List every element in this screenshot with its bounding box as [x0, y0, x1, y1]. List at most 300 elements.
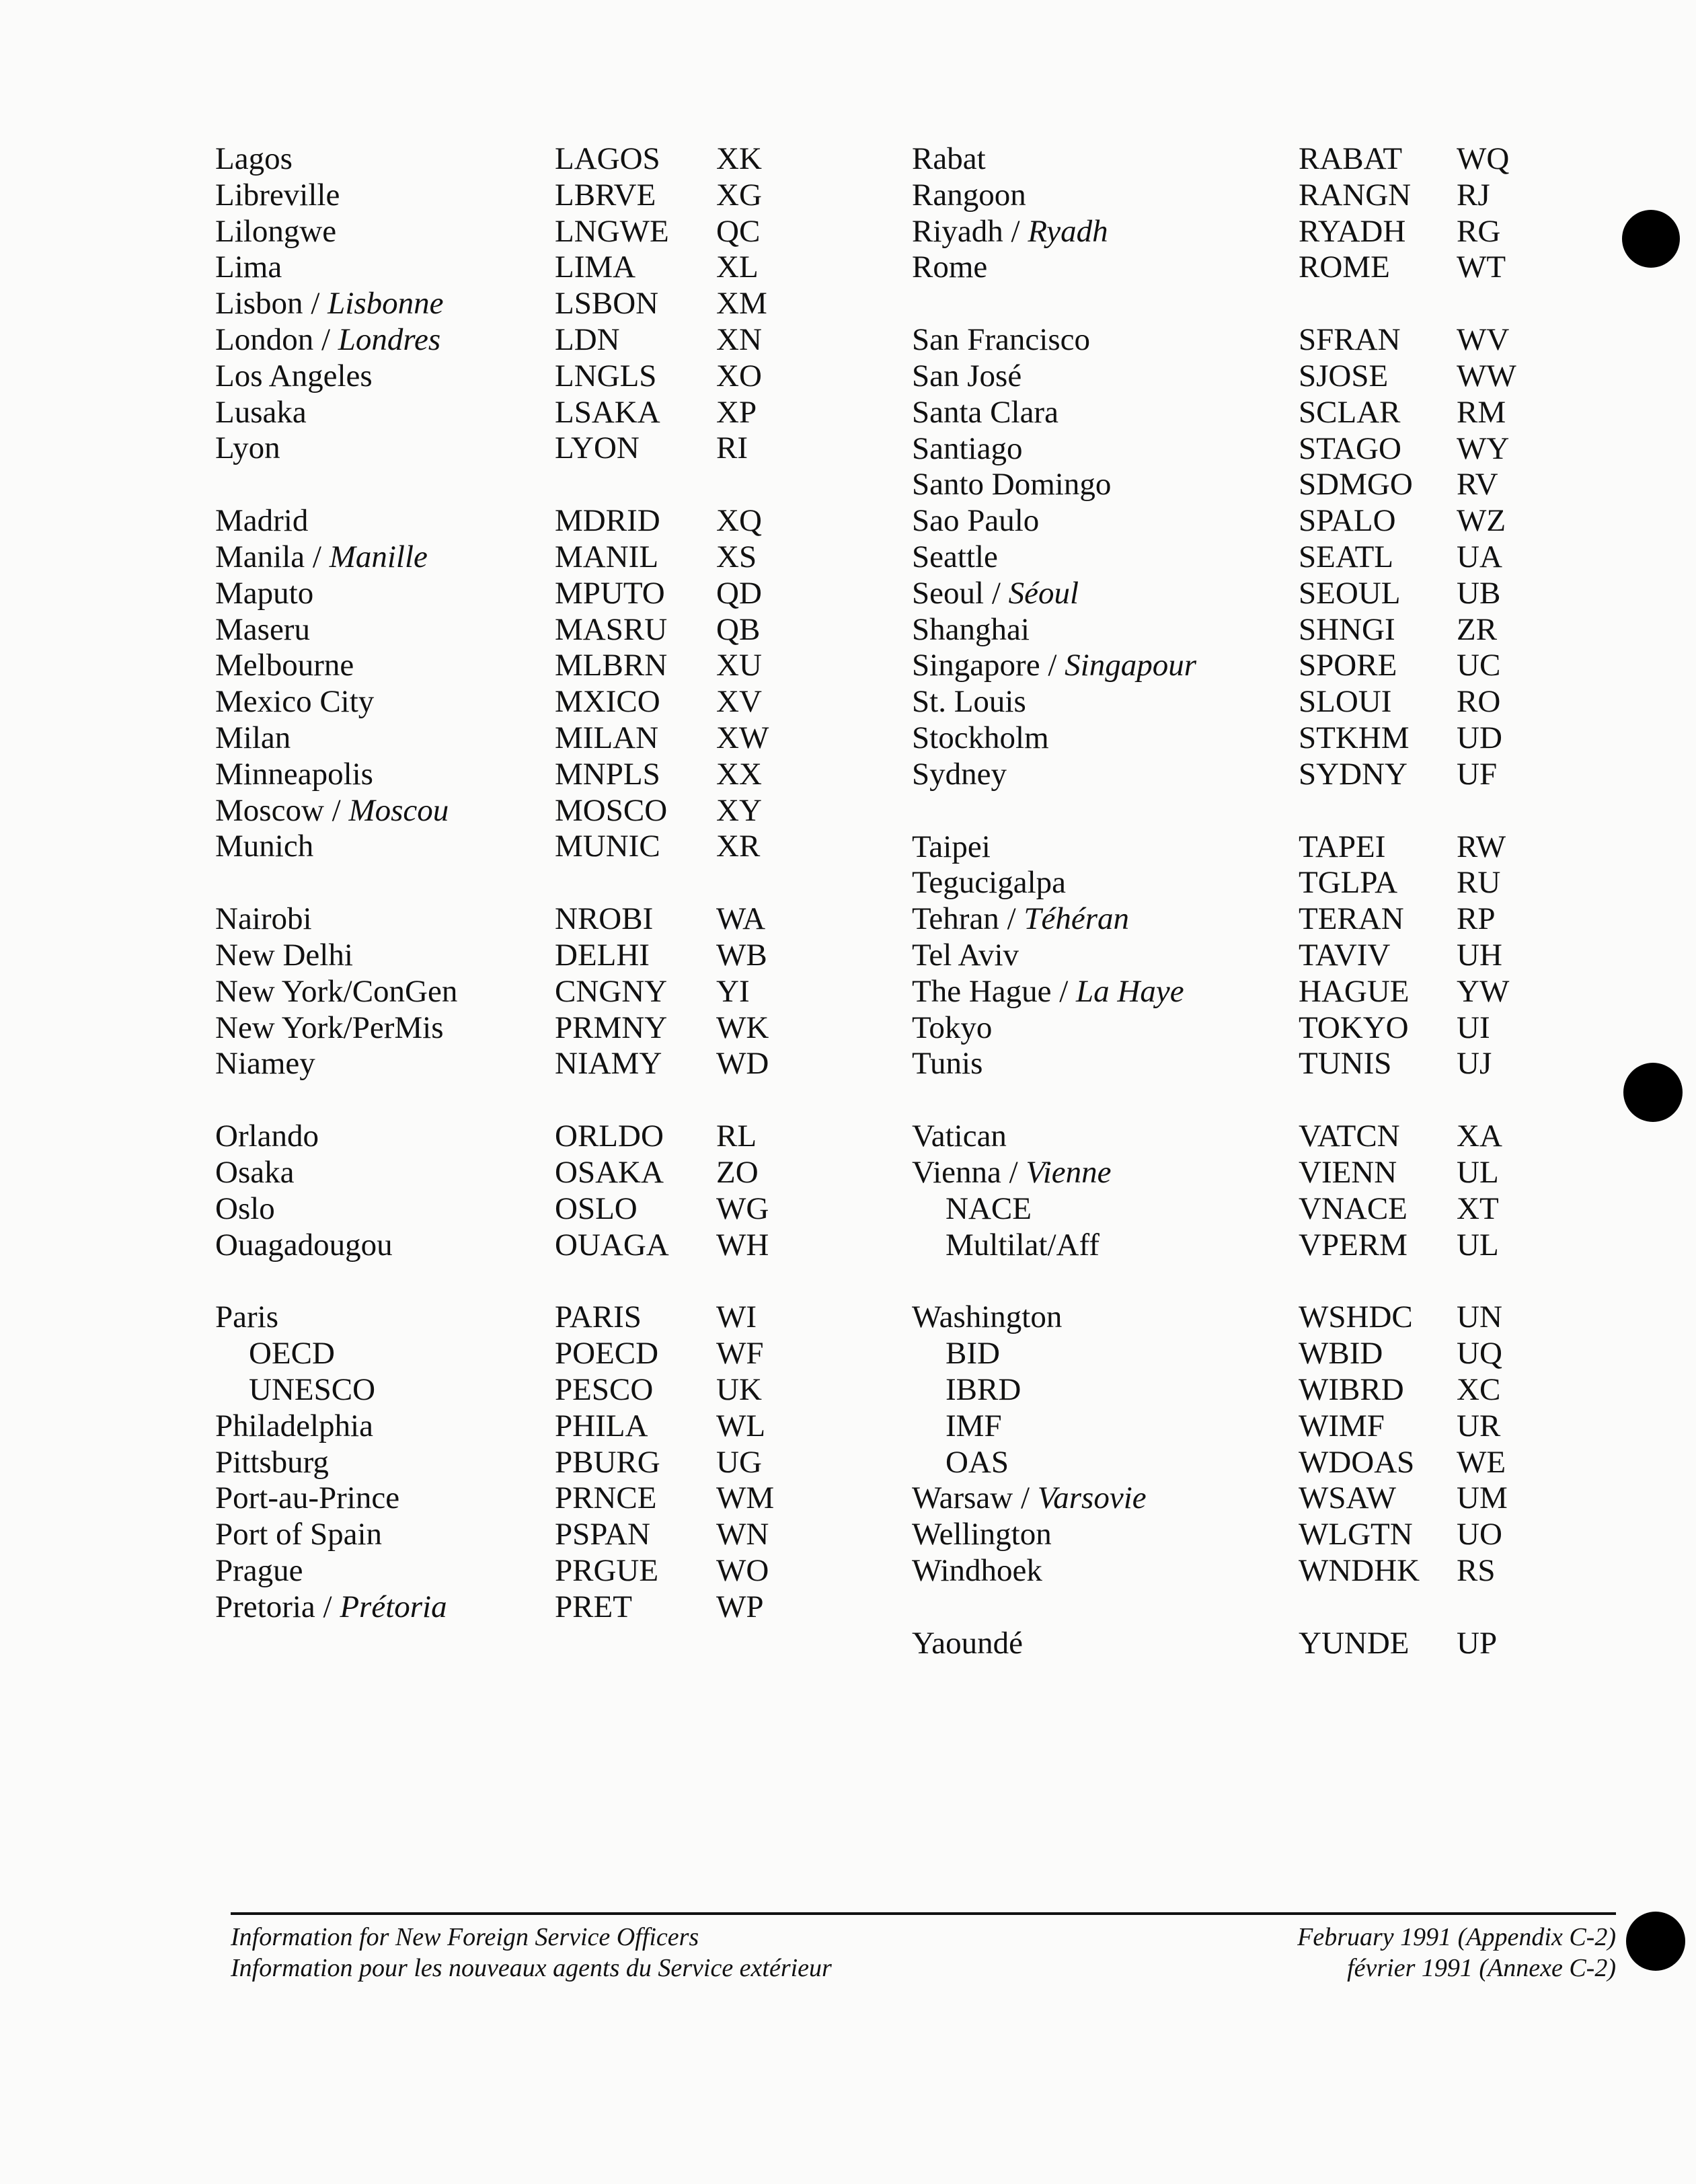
city-main: Maputo — [215, 575, 314, 611]
city-name — [912, 322, 1090, 359]
page-footer — [231, 1912, 1616, 1982]
city-main: Tehran — [912, 901, 999, 937]
city-name — [912, 250, 987, 286]
two-letter-code: WQ — [1457, 141, 1510, 176]
city-main: Warsaw — [912, 1480, 1013, 1516]
office-code: MPUTO — [555, 575, 665, 611]
two-letter-code: XC — [1457, 1371, 1501, 1407]
city-name — [215, 141, 293, 178]
two-letter-code: YW — [1457, 973, 1510, 1009]
two-letter-code: WO — [716, 1552, 769, 1588]
city-main: BID — [946, 1336, 1000, 1371]
city-main: Minneapolis — [215, 756, 373, 792]
city-name — [912, 1191, 1032, 1228]
office-code: WBID — [1299, 1336, 1383, 1371]
punch-hole-bottom — [1626, 1912, 1685, 1971]
office-code: LNGLS — [555, 358, 657, 393]
office-code: TAVIV — [1299, 937, 1391, 973]
city-name — [215, 1589, 447, 1626]
two-letter-code: UC — [1457, 648, 1501, 683]
city-french-name: Manille — [329, 539, 428, 574]
two-letter-code: WW — [1457, 358, 1516, 393]
city-main: Tunis — [912, 1046, 983, 1082]
city-main: Niamey — [215, 1046, 315, 1082]
city-main: Shanghai — [912, 611, 1030, 647]
city-main: Maseru — [215, 611, 310, 647]
office-code: OSAKA — [555, 1154, 664, 1190]
city-main: OAS — [946, 1444, 1009, 1480]
two-letter-code: UL — [1457, 1227, 1499, 1263]
two-letter-code: UP — [1457, 1625, 1498, 1661]
two-letter-code: RS — [1457, 1552, 1496, 1588]
city-name — [912, 938, 1019, 974]
city-name — [912, 359, 1022, 395]
city-name — [912, 612, 1030, 648]
city-main: San José — [912, 358, 1022, 393]
city-main: Rabat — [912, 141, 986, 176]
city-main: Paris — [215, 1300, 278, 1335]
city-main: Moscow — [215, 792, 324, 828]
two-letter-code: UJ — [1457, 1046, 1492, 1082]
city-name — [215, 214, 336, 250]
city-main: Orlando — [215, 1119, 319, 1154]
city-separator: / — [315, 1589, 340, 1624]
city-name — [215, 250, 282, 286]
two-letter-code: QC — [716, 213, 761, 249]
city-main: Tel Aviv — [912, 937, 1019, 973]
office-code: PRNCE — [555, 1480, 657, 1516]
city-main: Tokyo — [912, 1010, 993, 1045]
city-name — [215, 1480, 399, 1517]
office-code: WDOAS — [1299, 1444, 1415, 1480]
two-letter-code: ZR — [1457, 611, 1498, 647]
footer-left — [231, 1922, 832, 1984]
city-separator: / — [313, 322, 338, 357]
office-code: WLGTN — [1299, 1517, 1413, 1552]
city-main: Lusaka — [215, 394, 307, 430]
office-code: LSBON — [555, 286, 659, 322]
city-main: Osaka — [215, 1154, 295, 1190]
city-name — [912, 901, 1129, 938]
two-letter-code: RW — [1457, 829, 1506, 864]
city-main: Lima — [215, 250, 282, 285]
two-letter-code: RU — [1457, 865, 1501, 901]
city-french-name: La Haye — [1076, 973, 1184, 1009]
city-name — [912, 757, 1007, 793]
two-letter-code: UA — [1457, 539, 1502, 574]
two-letter-code: UK — [716, 1371, 762, 1407]
city-main: NACE — [946, 1191, 1032, 1226]
city-name — [912, 1010, 992, 1047]
two-letter-code: UB — [1457, 575, 1501, 611]
office-code: VPERM — [1299, 1227, 1408, 1263]
two-letter-code: WN — [716, 1517, 769, 1552]
city-separator: / — [999, 901, 1024, 937]
two-letter-code: XO — [716, 358, 762, 393]
office-code: SFRAN — [1299, 322, 1401, 358]
two-letter-code: WK — [716, 1010, 769, 1045]
city-main: Tegucigalpa — [912, 865, 1066, 901]
city-main: New York/PerMis — [215, 1010, 444, 1045]
two-letter-code: XQ — [716, 503, 762, 539]
office-code: PRET — [555, 1589, 632, 1624]
two-letter-code: WD — [716, 1046, 769, 1082]
two-letter-code: UL — [1457, 1154, 1499, 1190]
city-name — [215, 1445, 329, 1481]
office-code: RYADH — [1299, 213, 1406, 249]
office-code: VNACE — [1299, 1191, 1408, 1226]
city-main: IBRD — [946, 1371, 1022, 1407]
city-name — [912, 539, 998, 576]
city-main: Santiago — [912, 430, 1023, 466]
office-code: TAPEI — [1299, 829, 1386, 864]
city-name — [215, 1155, 294, 1191]
office-code: PSPAN — [555, 1517, 650, 1552]
city-name — [215, 1300, 278, 1336]
office-code: PESCO — [555, 1371, 654, 1407]
two-letter-code: WI — [716, 1300, 757, 1335]
office-code: MNPLS — [555, 756, 660, 792]
city-separator: / — [1003, 213, 1028, 249]
city-name — [912, 1155, 1111, 1191]
city-main: Milan — [215, 720, 291, 755]
city-name — [912, 829, 991, 866]
city-name — [215, 1046, 315, 1082]
city-name — [912, 1480, 1147, 1517]
two-letter-code: WG — [716, 1191, 769, 1226]
city-french-name: Téhéran — [1024, 901, 1130, 937]
city-name — [215, 1336, 335, 1372]
city-separator: / — [323, 792, 349, 828]
city-name — [215, 1119, 319, 1155]
two-letter-code: WT — [1457, 250, 1506, 285]
two-letter-code: ZO — [716, 1154, 759, 1190]
city-name — [215, 684, 374, 720]
office-code: MANIL — [555, 539, 659, 574]
two-letter-code: XU — [716, 648, 762, 683]
city-name — [912, 1336, 1000, 1372]
city-main: Pittsburg — [215, 1444, 329, 1480]
office-code: MLBRN — [555, 648, 668, 683]
office-code: WIBRD — [1299, 1371, 1404, 1407]
two-letter-code: WH — [716, 1227, 769, 1263]
office-code: SPORE — [1299, 648, 1397, 683]
two-letter-code: RJ — [1457, 177, 1490, 213]
city-name — [912, 1119, 1007, 1155]
city-french-name: Lisbonne — [327, 286, 444, 322]
city-name — [912, 467, 1111, 503]
city-name — [912, 974, 1184, 1010]
city-main: Washington — [912, 1300, 1063, 1335]
city-name — [215, 430, 280, 467]
office-code: MDRID — [555, 503, 660, 539]
city-name — [912, 431, 1022, 467]
two-letter-code: XM — [716, 286, 767, 322]
city-name — [912, 1228, 1100, 1264]
two-letter-code: UD — [1457, 720, 1502, 755]
city-name — [215, 1191, 275, 1228]
two-letter-code: WB — [716, 937, 767, 973]
city-main: Prague — [215, 1552, 303, 1588]
city-main: Melbourne — [215, 648, 354, 683]
city-name — [215, 359, 373, 395]
city-main: Stockholm — [912, 720, 1049, 755]
two-letter-code: QD — [716, 575, 762, 611]
city-name — [912, 865, 1066, 901]
two-letter-code: XA — [1457, 1119, 1502, 1154]
city-separator: / — [1040, 648, 1065, 683]
city-name — [215, 793, 449, 829]
city-name — [912, 1408, 1002, 1445]
two-letter-code: XK — [716, 141, 762, 176]
office-code: DELHI — [555, 937, 650, 973]
city-name — [912, 141, 986, 178]
city-main: Lyon — [215, 430, 280, 466]
office-code: TUNIS — [1299, 1046, 1392, 1082]
city-name — [215, 938, 353, 974]
two-letter-code: UN — [1457, 1300, 1502, 1335]
two-letter-code: XP — [716, 394, 757, 430]
city-name — [215, 1372, 375, 1408]
two-letter-code: UG — [716, 1444, 762, 1480]
office-code: LIMA — [555, 250, 636, 285]
city-name — [215, 901, 312, 938]
city-name — [215, 178, 340, 214]
office-code: LYON — [555, 430, 640, 466]
city-french-name: Varsovie — [1037, 1480, 1147, 1516]
two-letter-code: XV — [716, 684, 762, 720]
office-code: OSLO — [555, 1191, 638, 1226]
city-main: Madrid — [215, 503, 309, 539]
office-code: WSAW — [1299, 1480, 1397, 1516]
two-letter-code: YI — [716, 973, 750, 1009]
city-main: Pretoria — [215, 1589, 315, 1624]
city-name — [215, 395, 307, 431]
city-name — [215, 829, 313, 865]
city-main: Rangoon — [912, 177, 1026, 213]
city-main: Libreville — [215, 177, 340, 213]
two-letter-code: XT — [1457, 1191, 1499, 1226]
office-code: LAGOS — [555, 141, 660, 176]
office-code: LSAKA — [555, 394, 660, 430]
office-code: LDN — [555, 322, 620, 357]
two-letter-code: WA — [716, 901, 766, 937]
two-letter-code: UI — [1457, 1010, 1490, 1045]
city-name — [215, 576, 313, 612]
office-code: SPALO — [1299, 503, 1396, 539]
city-name — [215, 322, 440, 359]
office-code: MASRU — [555, 611, 668, 647]
office-code: WIMF — [1299, 1408, 1385, 1443]
two-letter-code: RV — [1457, 467, 1498, 502]
office-code: ROME — [1299, 250, 1390, 285]
city-separator: / — [984, 575, 1009, 611]
office-code: SEOUL — [1299, 575, 1401, 611]
city-name — [215, 648, 354, 684]
two-letter-code: UM — [1457, 1480, 1508, 1516]
office-code: PRMNY — [555, 1010, 668, 1045]
office-code: ORLDO — [555, 1119, 664, 1154]
city-main: New Delhi — [215, 937, 353, 973]
city-name — [912, 1046, 982, 1082]
two-letter-code: WZ — [1457, 503, 1506, 539]
city-main: Port of Spain — [215, 1517, 383, 1552]
office-code: NROBI — [555, 901, 654, 937]
office-code: POECD — [555, 1336, 659, 1371]
city-main: Multilat/Aff — [946, 1227, 1100, 1263]
footer-left-english: Information for New Foreign Service Officers — [231, 1923, 699, 1951]
city-separator: / — [1013, 1480, 1038, 1516]
city-french-name: Londres — [338, 322, 441, 357]
punch-hole-top — [1622, 210, 1680, 268]
two-letter-code: WL — [716, 1408, 766, 1443]
office-code: VATCN — [1299, 1119, 1400, 1154]
city-main: Santa Clara — [912, 394, 1058, 430]
office-code: STKHM — [1299, 720, 1410, 755]
two-letter-code: XN — [716, 322, 762, 357]
city-main: Riyadh — [912, 213, 1003, 249]
city-name — [912, 648, 1196, 684]
city-name — [912, 395, 1058, 431]
city-french-name: Vienne — [1026, 1154, 1112, 1190]
city-french-name: Séoul — [1008, 575, 1079, 611]
office-code: SEATL — [1299, 539, 1393, 574]
two-letter-code: XS — [716, 539, 757, 574]
city-main: Vienna — [912, 1154, 1001, 1190]
two-letter-code: XY — [716, 792, 762, 828]
city-name — [912, 1300, 1062, 1336]
office-code: PRGUE — [555, 1552, 659, 1588]
office-code: SDMGO — [1299, 467, 1413, 502]
city-main: Seattle — [912, 539, 998, 574]
two-letter-code: WV — [1457, 322, 1510, 358]
city-main: UNESCO — [249, 1371, 376, 1407]
city-name — [215, 1553, 303, 1589]
city-name — [912, 1553, 1042, 1589]
office-code: HAGUE — [1299, 973, 1410, 1009]
city-name — [912, 720, 1049, 757]
two-letter-code: WM — [716, 1480, 775, 1516]
two-letter-code: WF — [716, 1336, 764, 1371]
office-code: MOSCO — [555, 792, 668, 828]
office-code: TERAN — [1299, 901, 1404, 937]
footer-right-english: February 1991 (Appendix C-2) — [1297, 1923, 1616, 1951]
footer-right-french: février 1991 (Annexe C-2) — [1347, 1954, 1616, 1982]
office-code: MUNIC — [555, 829, 660, 864]
office-code: WNDHK — [1299, 1552, 1420, 1588]
two-letter-code: WY — [1457, 430, 1510, 466]
footer-right — [1297, 1922, 1616, 1984]
two-letter-code: UR — [1457, 1408, 1501, 1443]
office-code: SLOUI — [1299, 684, 1392, 720]
city-main: Yaoundé — [912, 1625, 1023, 1661]
city-name — [215, 1228, 393, 1264]
two-letter-code: UO — [1457, 1517, 1502, 1552]
two-letter-code: UQ — [1457, 1336, 1502, 1371]
city-separator: / — [1051, 973, 1077, 1009]
city-name — [215, 974, 457, 1010]
city-name — [215, 1408, 373, 1445]
city-name — [912, 1517, 1052, 1553]
city-main: Nairobi — [215, 901, 312, 937]
office-code: YUNDE — [1299, 1625, 1410, 1661]
city-french-name: Moscou — [348, 792, 449, 828]
city-main: Wellington — [912, 1517, 1052, 1552]
city-main: Seoul — [912, 575, 985, 611]
city-separator: / — [1001, 1154, 1026, 1190]
city-main: St. Louis — [912, 684, 1026, 720]
office-code: PARIS — [555, 1300, 642, 1335]
city-main: Oslo — [215, 1191, 275, 1226]
city-name — [912, 178, 1026, 214]
city-main: Lisbon — [215, 286, 303, 322]
two-letter-code: XX — [716, 756, 762, 792]
city-separator: / — [303, 286, 328, 322]
two-letter-code: XG — [716, 177, 762, 213]
city-main: Sydney — [912, 756, 1007, 792]
city-name — [215, 1517, 382, 1553]
office-code: PHILA — [555, 1408, 648, 1443]
city-main: IMF — [946, 1408, 1002, 1443]
city-name — [215, 720, 291, 757]
city-main: Taipei — [912, 829, 991, 864]
two-letter-code: RG — [1457, 213, 1501, 249]
city-main: Philadelphia — [215, 1408, 373, 1443]
city-main: The Hague — [912, 973, 1052, 1009]
two-letter-code: RO — [1457, 684, 1501, 720]
city-name — [215, 1010, 444, 1047]
two-letter-code: QB — [716, 611, 761, 647]
city-name — [912, 1626, 1023, 1662]
city-french-name: Ryadh — [1028, 213, 1108, 249]
two-letter-code: UH — [1457, 937, 1502, 973]
city-name — [215, 757, 373, 793]
city-main: London — [215, 322, 314, 357]
city-main: OECD — [249, 1336, 335, 1371]
footer-left-french: Information pour les nouveaux agents du Service extérieur — [231, 1954, 832, 1982]
city-name — [912, 503, 1039, 539]
office-code: RANGN — [1299, 177, 1412, 213]
city-name — [912, 214, 1108, 250]
office-code: RABAT — [1299, 141, 1403, 176]
office-code: STAGO — [1299, 430, 1401, 466]
city-main: San Francisco — [912, 322, 1090, 358]
city-french-name: Singapour — [1065, 648, 1196, 683]
two-letter-code: XL — [716, 250, 759, 285]
city-main: Munich — [215, 829, 314, 864]
city-separator: / — [305, 539, 330, 574]
office-code: LNGWE — [555, 213, 669, 249]
office-code: OUAGA — [555, 1227, 669, 1263]
office-code: SHNGI — [1299, 611, 1395, 647]
city-name — [912, 1445, 1009, 1481]
city-main: Lilongwe — [215, 213, 337, 249]
city-main: Windhoek — [912, 1552, 1042, 1588]
two-letter-code: RP — [1457, 901, 1496, 937]
two-letter-code: RM — [1457, 394, 1506, 430]
two-letter-code: XW — [716, 720, 769, 755]
city-main: Santo Domingo — [912, 467, 1112, 502]
office-code: WSHDC — [1299, 1300, 1413, 1335]
city-name — [912, 1372, 1021, 1408]
city-name — [912, 576, 1079, 612]
two-letter-code: XR — [716, 829, 761, 864]
two-letter-code: WE — [1457, 1444, 1506, 1480]
city-main: Port-au-Prince — [215, 1480, 400, 1516]
city-name — [912, 684, 1026, 720]
office-code: PBURG — [555, 1444, 660, 1480]
two-letter-code: UF — [1457, 756, 1498, 792]
